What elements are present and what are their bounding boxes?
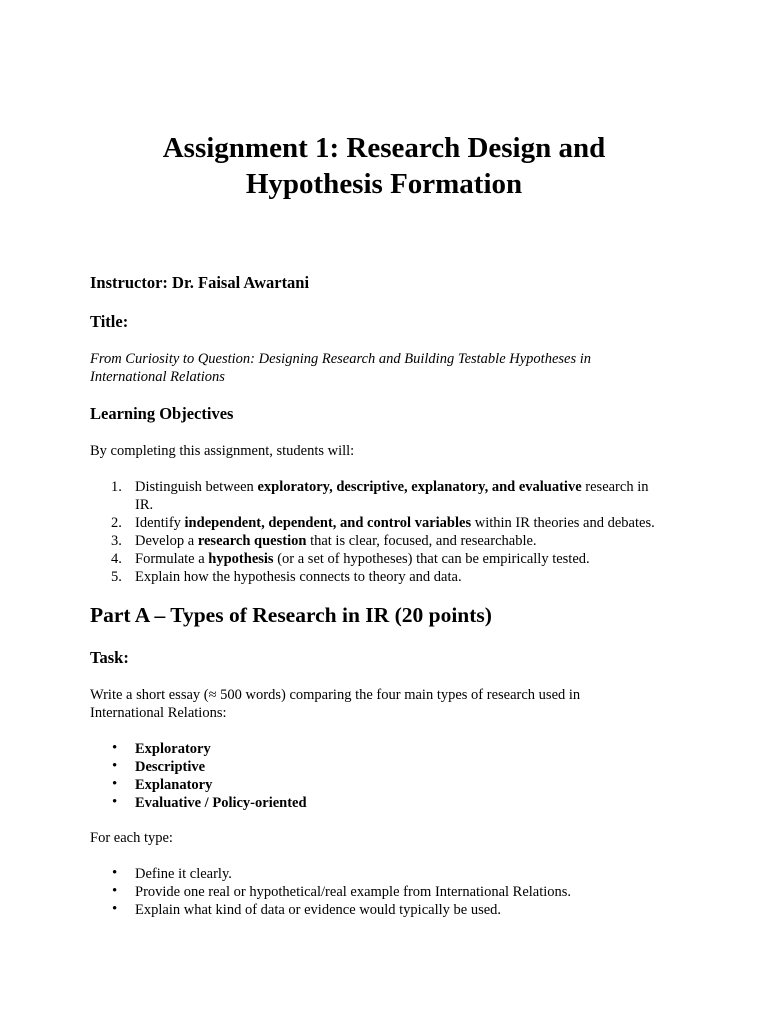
research-type-item <box>90 758 690 776</box>
task-line-1: Write a short essay (≈ 500 words) comparing the four main types of research used in <box>90 687 581 703</box>
instruction-text: Define it clearly. <box>135 866 232 882</box>
objective-item <box>90 514 690 532</box>
research-type-item <box>90 740 690 758</box>
document-title <box>90 130 678 202</box>
research-type-label: Exploratory <box>135 741 211 757</box>
objective-text: Explain how the hypothesis connects to theory and data. <box>135 569 462 585</box>
bullet-icon: • <box>112 758 118 774</box>
objective-text-end: research in <box>581 479 649 495</box>
objective-bold-text: research question <box>197 533 307 549</box>
instruction-item <box>90 883 690 901</box>
objective-text: Develop a <box>135 533 198 549</box>
objective-text-end: within IR theories and debates. <box>471 515 655 531</box>
objective-number: 5. <box>111 569 122 585</box>
part-a-heading: Part A – Types of Research in IR (20 points) <box>90 603 492 627</box>
title-label: Title: <box>90 312 129 331</box>
research-type-item <box>90 776 690 794</box>
objective-bold-text: exploratory, descriptive, explanatory, and evaluative <box>257 479 582 495</box>
instructions-list <box>90 865 690 919</box>
task-description <box>90 686 690 722</box>
subtitle-line-1: From Curiosity to Question: Designing Research and Building Testable Hypotheses in <box>90 351 592 367</box>
objective-number: 3. <box>111 533 122 549</box>
research-type-label: Evaluative / Policy-oriented <box>135 795 307 811</box>
objective-item <box>90 568 690 586</box>
objective-text: Distinguish between <box>135 479 258 495</box>
objective-text-end: that is clear, focused, and researchable. <box>306 533 537 549</box>
objective-text-end: (or a set of hypotheses) that can be empirically tested. <box>273 551 590 567</box>
bullet-icon: • <box>112 794 118 810</box>
instructor-line: Instructor: Dr. Faisal Awartani <box>90 273 310 292</box>
title-line-2: Hypothesis Formation <box>245 168 523 200</box>
task-line-2: International Relations: <box>90 705 227 721</box>
objective-text: Identify <box>135 515 185 531</box>
objective-bold-text: hypothesis <box>208 551 274 567</box>
research-type-item <box>90 794 690 812</box>
objective-number: 1. <box>111 479 122 495</box>
objective-text-cont: IR. <box>135 497 154 513</box>
instruction-text: Explain what kind of data or evidence would typically be used. <box>135 902 502 918</box>
subtitle-line-2: International Relations <box>90 369 225 385</box>
objective-item <box>90 550 690 568</box>
bullet-icon: • <box>112 865 118 881</box>
objective-bold-text: independent, dependent, and control variables <box>184 515 472 531</box>
bullet-icon: • <box>112 740 118 756</box>
instruction-item <box>90 865 690 883</box>
instruction-item <box>90 901 690 919</box>
objectives-heading: Learning Objectives <box>90 404 234 423</box>
objectives-intro: By completing this assignment, students will: <box>90 443 355 459</box>
title-line-1: Assignment 1: Research Design and <box>162 132 606 164</box>
research-types-list <box>90 740 690 812</box>
research-type-label: Descriptive <box>135 759 206 775</box>
objective-text: Formulate a <box>135 551 209 567</box>
objective-number: 2. <box>111 515 122 531</box>
task-label: Task: <box>90 648 129 667</box>
objective-item <box>90 478 690 514</box>
bullet-icon: • <box>112 776 118 792</box>
research-type-label: Explanatory <box>135 777 213 793</box>
objective-item <box>90 532 690 550</box>
bullet-icon: • <box>112 901 118 917</box>
instruction-text: Provide one real or hypothetical/real example from International Relations. <box>135 884 572 900</box>
objective-number: 4. <box>111 551 122 567</box>
assignment-subtitle <box>90 350 650 386</box>
objectives-list <box>90 478 690 586</box>
for-each-label: For each type: <box>90 830 173 846</box>
bullet-icon: • <box>112 883 118 899</box>
